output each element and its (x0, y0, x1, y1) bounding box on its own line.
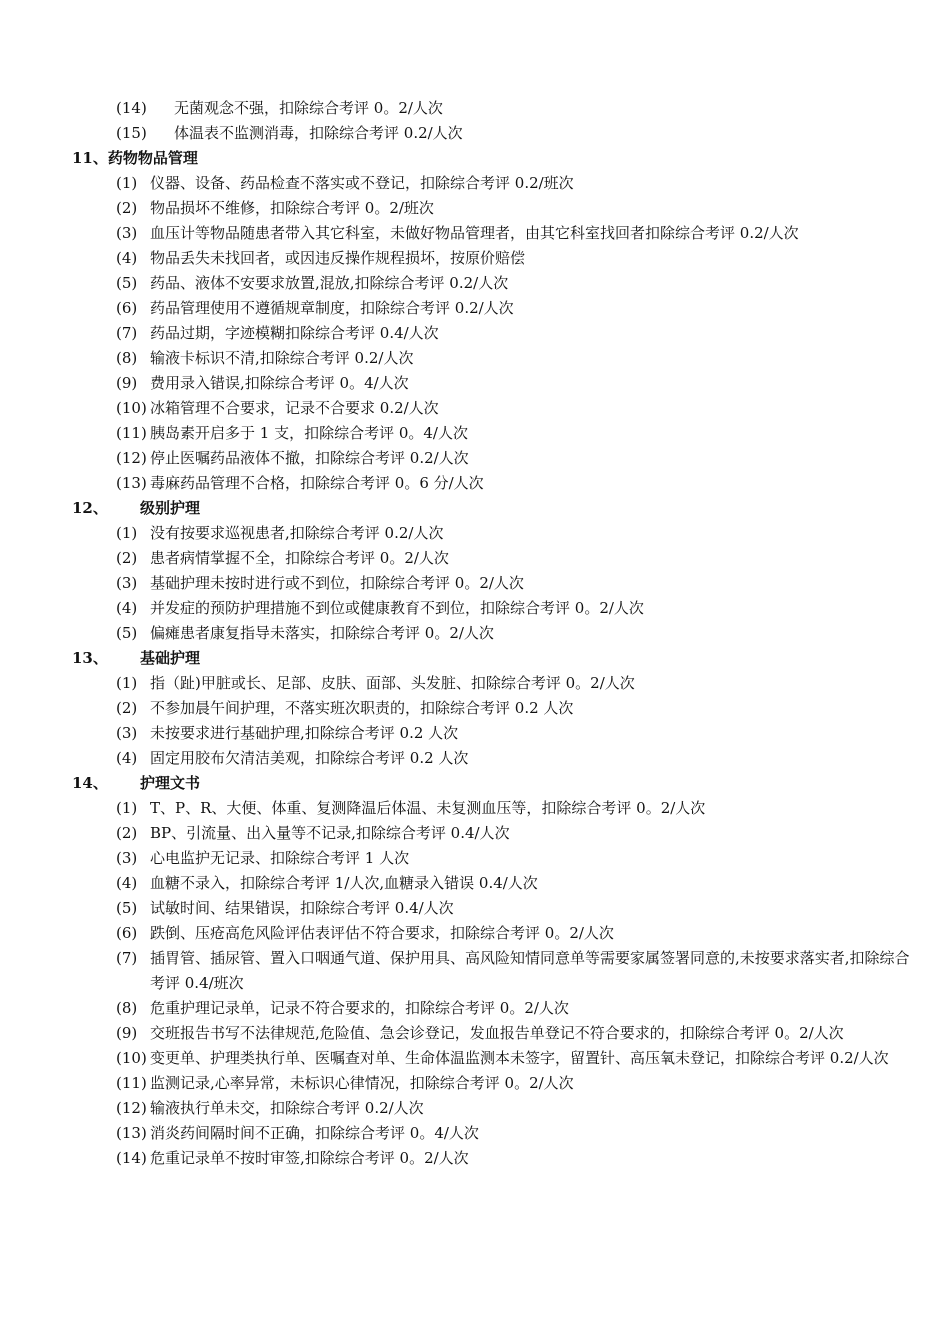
list-item (0, 571, 950, 596)
item-number: (3) (116, 574, 138, 592)
item-text: 物品丢失未找回者，或因违反操作规程损坏，按原价赔偿 (150, 249, 526, 267)
item-number: (5) (116, 899, 138, 917)
item-number: (8) (116, 999, 138, 1017)
list-item (0, 596, 950, 621)
list-item (0, 696, 950, 721)
list-item (0, 396, 950, 421)
section-title: 基础护理 (140, 649, 201, 667)
item-text: 跌倒、压疮高危风险评估表评估不符合要求，扣除综合考评 0。2/人次 (150, 924, 614, 942)
item-number: (3) (116, 224, 138, 242)
list-item (0, 246, 950, 271)
section-heading (0, 496, 950, 521)
item-text: 仪器、设备、药品检查不落实或不登记，扣除综合考评 0.2/班次 (150, 174, 574, 192)
item-text: 未按要求进行基础护理,扣除综合考评 0.2 人次 (150, 724, 459, 742)
item-number: (12) (116, 1099, 147, 1117)
item-text: 药品管理使用不遵循规章制度，扣除综合考评 0.2/人次 (150, 299, 514, 317)
list-item (0, 871, 950, 896)
list-item (0, 471, 950, 496)
item-number: (15) (116, 124, 147, 142)
item-number: (9) (116, 374, 138, 392)
item-text: 输液执行单未交，扣除综合考评 0.2/人次 (150, 1099, 424, 1117)
list-item (0, 421, 950, 446)
item-text: 物品损坏不维修，扣除综合考评 0。2/班次 (150, 199, 434, 217)
item-number: (10) (116, 399, 147, 417)
item-text: 并发症的预防护理措施不到位或健康教育不到位，扣除综合考评 0。2/人次 (150, 599, 644, 617)
item-text: 插胃管、插尿管、置入口咽通气道、保护用具、高风险知情同意单等需要家属签署同意的,未按要求落实者,扣除综合考评 0.4/班次 (150, 949, 910, 992)
item-text: 危重护理记录单，记录不符合要求的，扣除综合考评 0。2/人次 (150, 999, 569, 1017)
item-text: 输液卡标识不清,扣除综合考评 0.2/人次 (150, 349, 414, 367)
item-text: 胰岛素开启多于 1 支，扣除综合考评 0。4/人次 (150, 424, 468, 442)
item-number: (1) (116, 174, 138, 192)
item-text: 不参加晨午间护理，不落实班次职责的，扣除综合考评 0.2 人次 (150, 699, 574, 717)
list-item (0, 221, 950, 246)
item-number: (6) (116, 299, 138, 317)
item-number: (2) (116, 199, 138, 217)
list-item (0, 171, 950, 196)
item-number: (13) (116, 1124, 147, 1142)
section-number: 11、 (72, 149, 108, 167)
item-number: (2) (116, 699, 138, 717)
item-number: (3) (116, 724, 138, 742)
item-number: (12) (116, 449, 147, 467)
item-number: (1) (116, 524, 138, 542)
item-text: 危重记录单不按时审签,扣除综合考评 0。2/人次 (150, 1149, 469, 1167)
item-number: (4) (116, 249, 138, 267)
item-number: (2) (116, 549, 138, 567)
list-item (0, 996, 950, 1021)
section-number: 14、 (72, 774, 108, 792)
item-number: (8) (116, 349, 138, 367)
item-number: (10) (116, 1049, 147, 1067)
item-text: 交班报告书写不法律规范,危险值、急会诊登记，发血报告单登记不符合要求的，扣除综合考评 0。2/人次 (150, 1024, 844, 1042)
list-item (0, 1021, 950, 1046)
item-text: 偏瘫患者康复指导未落实，扣除综合考评 0。2/人次 (150, 624, 494, 642)
list-item (0, 296, 950, 321)
list-item (0, 446, 950, 471)
item-number: (13) (116, 474, 147, 492)
item-number: (11) (116, 424, 147, 442)
item-number: (14) (116, 99, 147, 117)
list-item (0, 546, 950, 571)
list-item (0, 796, 950, 821)
list-item (0, 1121, 950, 1146)
list-item (0, 121, 950, 146)
item-text: BP、引流量、出入量等不记录,扣除综合考评 0.4/人次 (150, 824, 510, 842)
item-text: 停止医嘱药品液体不撤，扣除综合考评 0.2/人次 (150, 449, 469, 467)
item-text: 消炎药间隔时间不正确，扣除综合考评 0。4/人次 (150, 1124, 479, 1142)
item-text: 血糖不录入，扣除综合考评 1/人次,血糖录入错误 0.4/人次 (150, 874, 538, 892)
item-text: 毒麻药品管理不合格，扣除综合考评 0。6 分/人次 (150, 474, 484, 492)
item-text: 药品、液体不安要求放置,混放,扣除综合考评 0.2/人次 (150, 274, 509, 292)
item-text: 药品过期，字迹模糊扣除综合考评 0.4/人次 (150, 324, 439, 342)
list-item (0, 721, 950, 746)
item-text: 体温表不监测消毒，扣除综合考评 0.2/人次 (174, 124, 463, 142)
item-number: (9) (116, 1024, 138, 1042)
item-number: (7) (116, 949, 138, 967)
item-number: (3) (116, 849, 138, 867)
item-number: (4) (116, 874, 138, 892)
item-number: (7) (116, 324, 138, 342)
section-heading (0, 146, 950, 171)
section-title: 级别护理 (140, 499, 201, 517)
item-text: 无菌观念不强，扣除综合考评 0。2/人次 (174, 99, 443, 117)
list-item (0, 946, 950, 996)
item-number: (1) (116, 799, 138, 817)
item-text: 基础护理未按时进行或不到位，扣除综合考评 0。2/人次 (150, 574, 524, 592)
item-text: 监测记录,心率异常，未标识心律情况，扣除综合考评 0。2/人次 (150, 1074, 574, 1092)
item-text: 血压计等物品随患者带入其它科室，未做好物品管理者，由其它科室找回者扣除综合考评 0.2/人次 (150, 224, 799, 242)
list-item (0, 921, 950, 946)
section-heading (0, 771, 950, 796)
item-text: 费用录入错误,扣除综合考评 0。4/人次 (150, 374, 409, 392)
section-title: 护理文书 (140, 774, 201, 792)
list-item (0, 1046, 950, 1071)
list-item (0, 621, 950, 646)
item-number: (11) (116, 1074, 147, 1092)
item-text: 试敏时间、结果错误，扣除综合考评 0.4/人次 (150, 899, 454, 917)
item-text: T、P、R、大便、体重、复测降温后体温、未复测血压等，扣除综合考评 0。2/人次 (150, 799, 706, 817)
list-item (0, 96, 950, 121)
list-item (0, 1146, 950, 1171)
item-text: 变更单、护理类执行单、医嘱查对单、生命体温监测本未签字，留置针、高压氧未登记，扣除综合考评 0.2/人次 (150, 1049, 889, 1067)
item-text: 固定用胶布欠清洁美观，扣除综合考评 0.2 人次 (150, 749, 469, 767)
section-title: 药物物品管理 (107, 149, 198, 167)
item-text: 冰箱管理不合要求，记录不合要求 0.2/人次 (150, 399, 439, 417)
section-number: 12、 (72, 499, 108, 517)
list-item (0, 521, 950, 546)
list-item (0, 346, 950, 371)
list-item (0, 196, 950, 221)
item-number: (4) (116, 599, 138, 617)
item-number: (6) (116, 924, 138, 942)
list-item (0, 746, 950, 771)
section-number: 13、 (72, 649, 108, 667)
item-number: (1) (116, 674, 138, 692)
list-item (0, 846, 950, 871)
item-text: 心电监护无记录、扣除综合考评 1 人次 (150, 849, 410, 867)
list-item (0, 371, 950, 396)
item-text: 指（趾)甲脏或长、足部、皮肤、面部、头发脏、扣除综合考评 0。2/人次 (150, 674, 635, 692)
list-item (0, 1096, 950, 1121)
item-number: (4) (116, 749, 138, 767)
document-body (0, 96, 950, 1171)
item-number: (5) (116, 274, 138, 292)
section-heading (0, 646, 950, 671)
item-text: 没有按要求巡视患者,扣除综合考评 0.2/人次 (150, 524, 444, 542)
item-number: (2) (116, 824, 138, 842)
item-text: 患者病情掌握不全，扣除综合考评 0。2/人次 (150, 549, 449, 567)
list-item (0, 896, 950, 921)
list-item (0, 821, 950, 846)
list-item (0, 271, 950, 296)
item-number: (14) (116, 1149, 147, 1167)
list-item (0, 321, 950, 346)
list-item (0, 671, 950, 696)
list-item (0, 1071, 950, 1096)
item-number: (5) (116, 624, 138, 642)
